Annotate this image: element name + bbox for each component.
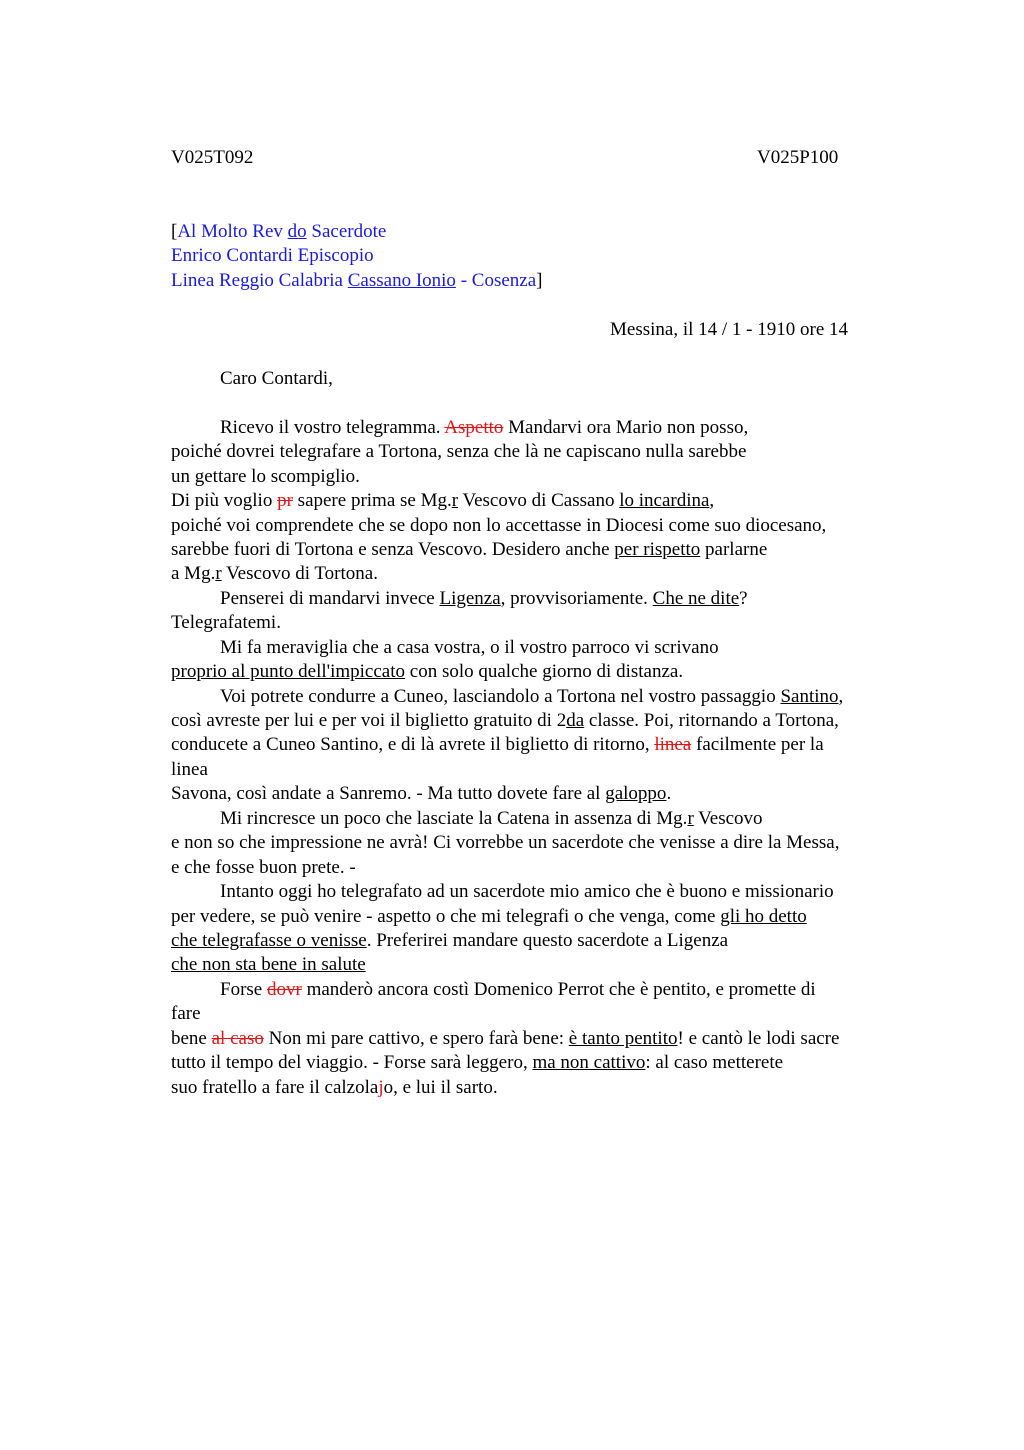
deleted-text: pr <box>277 490 293 511</box>
body-line <box>171 733 824 757</box>
body-line: Telegrafatemi. <box>171 612 281 633</box>
text: Voi potrete condurre a Cuneo, lasciandolo a Tortona nel vostro passaggio <box>220 686 781 707</box>
body-line <box>171 905 807 929</box>
text: : al caso metterete <box>645 1052 784 1073</box>
underlined-text: proprio al punto dell'impiccato <box>171 661 406 682</box>
body-line <box>220 685 843 709</box>
body-line <box>220 416 748 440</box>
underlined-text: r <box>687 808 694 829</box>
text: suo fratello a fare il calzola <box>171 1077 379 1098</box>
body-line <box>171 782 671 806</box>
address-text: Al Molto Rev <box>177 221 288 242</box>
body-line <box>220 807 763 831</box>
body-line: Intanto oggi ho telegrafato ad un sacerdote mio amico che è buono e missionario <box>220 881 834 902</box>
body-line <box>220 587 748 611</box>
text: sapere prima se Mg. <box>292 490 452 511</box>
underlined-text: Santino <box>780 686 839 707</box>
underlined-text: gli ho detto <box>720 906 807 927</box>
document-code-right: V025P100 <box>757 147 839 168</box>
body-line <box>171 562 378 586</box>
text: Savona, così andate a Sanremo. - Ma tutto dovete fare al <box>171 783 606 804</box>
underlined-text: galoppo <box>605 783 667 804</box>
body-line <box>171 538 767 562</box>
text: Vescovo di Cassano <box>458 490 620 511</box>
text: tutto il tempo del viaggio. - Forse sarà leggero, <box>171 1052 533 1073</box>
body-line: e che fosse buon prete. - <box>171 857 356 878</box>
deleted-text: dovr <box>266 979 302 1000</box>
address-text: - Cosenza <box>455 270 537 291</box>
text: parlarne <box>700 539 768 560</box>
underlined-text: è tanto pentito <box>568 1028 678 1049</box>
body-line: poiché voi comprendete che se dopo non lo accettasse in Diocesi come suo diocesano, <box>171 515 827 536</box>
text: per vedere, se può venire - aspetto o che mi telegrafi o che venga, come <box>171 906 721 927</box>
address-line-2: Enrico Contardi Episcopio <box>171 245 374 266</box>
address-line-3 <box>171 269 542 293</box>
body-line <box>171 1051 783 1075</box>
address-line-1 <box>171 220 386 244</box>
body-line: Mi fa meraviglia che a casa vostra, o il vostro parroco vi scrivano <box>220 637 719 658</box>
text: a Mg. <box>171 563 216 584</box>
salutation: Caro Contardi, <box>220 368 333 389</box>
address-abbrev: do <box>287 221 307 242</box>
text: Vescovo di Tortona. <box>221 563 378 584</box>
body-line <box>171 489 714 513</box>
inserted-text: j <box>378 1077 384 1098</box>
underlined-text: lo incardina <box>619 490 710 511</box>
deleted-text: linea <box>654 734 692 755</box>
text: così avreste per lui e per voi il biglietto gratuito di 2 <box>171 710 567 731</box>
text: Forse <box>220 979 267 1000</box>
body-line <box>220 978 816 1002</box>
address-open-bracket: [ <box>171 221 178 242</box>
body-line <box>171 1076 498 1100</box>
text: ! e cantò le lodi sacre <box>677 1028 840 1049</box>
underlined-text: Che ne dite <box>652 588 740 609</box>
text: o, e lui il sarto. <box>383 1077 498 1098</box>
underlined-text: r <box>215 563 222 584</box>
text: . <box>666 783 672 804</box>
body-line: poiché dovrei telegrafare a Tortona, senza che là ne capiscano nulla sarebbe <box>171 441 747 462</box>
underlined-text: r <box>451 490 459 511</box>
text: Di più voglio <box>171 490 278 511</box>
underlined-text: ma non cattivo <box>532 1052 646 1073</box>
text: classe. Poi, ritornando a Tortona, <box>584 710 839 731</box>
text: Mi rincresce un poco che lasciate la Catena in assenza di Mg. <box>220 808 688 829</box>
text: conducete a Cuneo Santino, e di là avrete il biglietto di ritorno, <box>171 734 655 755</box>
body-line: un gettare lo scompiglio. <box>171 466 360 487</box>
text: , <box>838 686 844 707</box>
text: Mandarvi ora Mario non posso, <box>503 417 749 438</box>
underlined-text: Ligenza <box>439 588 501 609</box>
text: Penserei di mandarvi invece <box>220 588 440 609</box>
body-line <box>171 1027 839 1051</box>
body-line <box>171 929 728 953</box>
body-line <box>171 660 683 684</box>
text: Non mi pare cattivo, e spero farà bene: <box>263 1028 569 1049</box>
body-line: linea <box>171 759 208 780</box>
text: con solo qualche giorno di distanza. <box>405 661 684 682</box>
underlined-text: che telegrafasse o venisse <box>171 930 367 951</box>
text: Vescovo <box>693 808 763 829</box>
deleted-text: Aspetto <box>444 417 504 438</box>
dateline: Messina, il 14 / 1 - 1910 ore 14 <box>610 319 849 340</box>
text: . Preferirei mandare questo sacerdote a Ligenza <box>366 930 729 951</box>
body-line <box>171 709 839 733</box>
body-line: e non so che impressione ne avrà! Ci vorrebbe un sacerdote che venisse a dire la Messa, <box>171 832 840 853</box>
text: manderò ancora costì Domenico Perrot che è pentito, e promette di <box>301 979 816 1000</box>
text: ? <box>739 588 748 609</box>
address-text: Linea Reggio Calabria <box>171 270 348 291</box>
address-text: Sacerdote <box>306 221 387 242</box>
body-line: fare <box>171 1003 201 1024</box>
address-place: Cassano Ionio <box>347 270 456 291</box>
text: facilmente per la <box>691 734 824 755</box>
underlined-text: per rispetto <box>614 539 701 560</box>
text: bene <box>171 1028 212 1049</box>
underlined-text: da <box>566 710 585 731</box>
deleted-text: al caso <box>211 1028 264 1049</box>
text: , provvisoriamente. <box>500 588 653 609</box>
document-code-left: V025T092 <box>171 147 254 168</box>
address-close-bracket: ] <box>536 270 543 291</box>
body-line: che non sta bene in salute <box>171 954 366 975</box>
text: , <box>709 490 715 511</box>
text: Ricevo il vostro telegramma. <box>220 417 445 438</box>
text: sarebbe fuori di Tortona e senza Vescovo. Desidero anche <box>171 539 615 560</box>
